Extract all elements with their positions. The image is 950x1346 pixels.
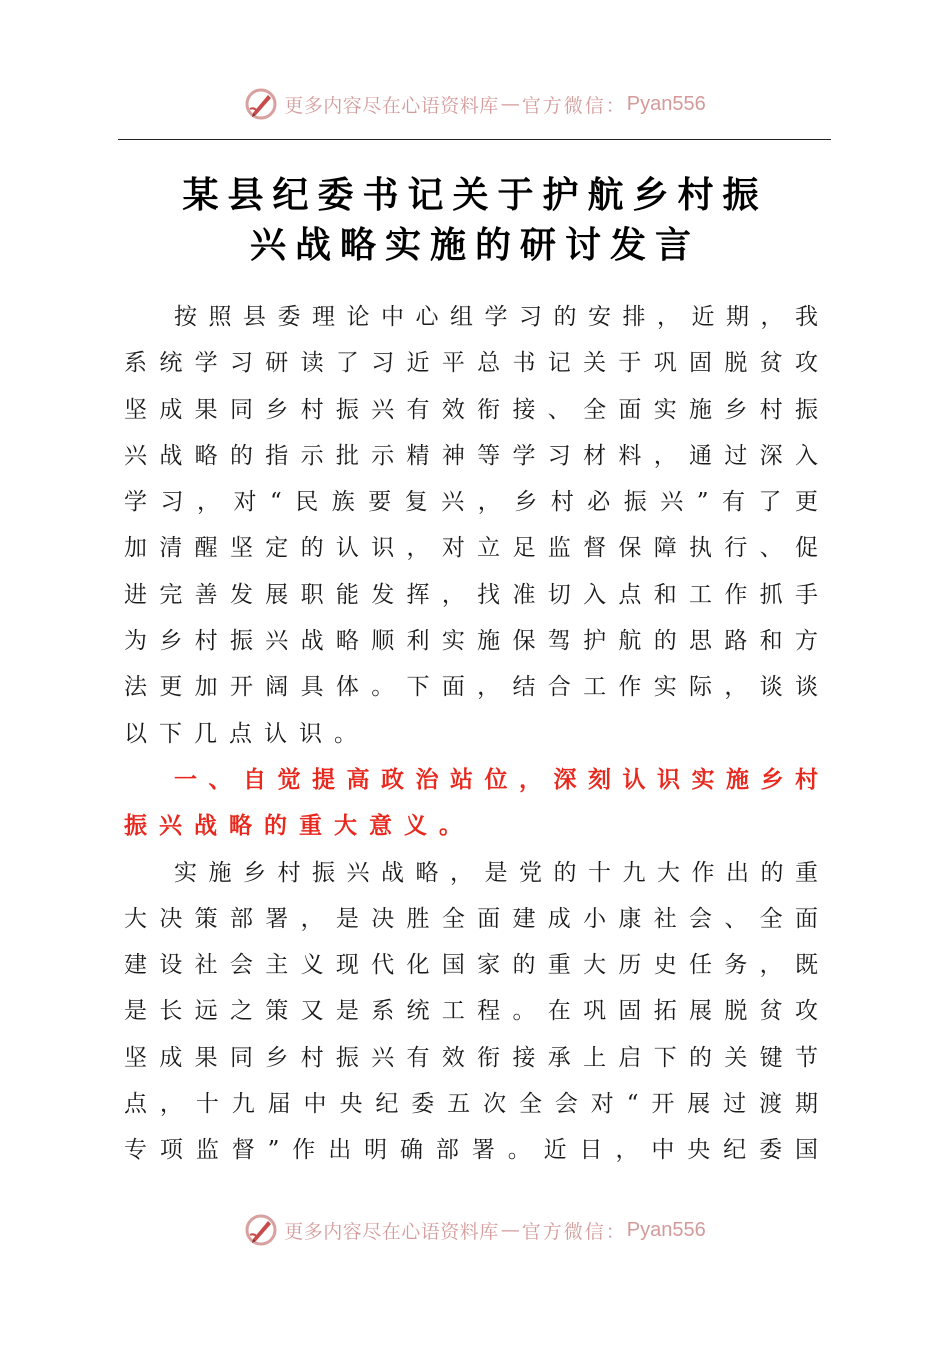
- section-heading-1: [124, 757, 818, 850]
- paragraph-2: [124, 850, 818, 1174]
- text-line: 法更加开阔具体。下面，结合工作实际，谈谈: [124, 674, 818, 701]
- banner-dash: —: [500, 1219, 520, 1241]
- pen-circle-logo-icon: [244, 1213, 278, 1247]
- text-line: 坚成果同乡村振兴有效衔接承上启下的关键节: [124, 1044, 818, 1071]
- text-line: 按照县委理论中心组学习的安排，近期，我: [174, 304, 818, 330]
- text-line: 系统学习研读了习近平总书记关于巩固脱贫攻: [124, 350, 818, 377]
- text-line: 兴战略的指示批示精神等学习材料，通过深入: [124, 442, 818, 469]
- paragraph-1: [124, 294, 818, 757]
- text-line: 坚成果同乡村振兴有效衔接、全面实施乡村振: [124, 396, 818, 423]
- document-body: [124, 294, 818, 1174]
- header-divider: [118, 139, 831, 140]
- banner-site-text: 更多内容尽在心语资料库: [284, 94, 499, 117]
- banner-wechat-label: 官方微信：: [521, 1220, 627, 1243]
- heading-line: 一、自觉提高政治站位，深刻认识实施乡村: [174, 765, 818, 793]
- text-line: 学习，对“民族要复兴，乡村必振兴”有了更: [124, 489, 818, 516]
- banner-wechat-id: Pyan556: [626, 92, 706, 115]
- document-title: [110, 170, 840, 270]
- text-line: 建设社会主义现代化国家的重大历史任务，既: [124, 952, 818, 979]
- text-line: 是长远之策又是系统工程。在巩固拓展脱贫攻: [124, 998, 818, 1025]
- text-line: 点，十九届中央纪委五次全会对“开展过渡期: [124, 1091, 818, 1118]
- text-line: 实施乡村振兴战略，是党的十九大作出的重: [174, 859, 818, 886]
- heading-line: 振兴战略的重大意义。: [124, 812, 474, 840]
- footer-banner: [0, 1210, 950, 1250]
- text-line: 大决策部署，是决胜全面建成小康社会、全面: [124, 905, 818, 932]
- title-line-2: 兴战略实施的研讨发言: [249, 224, 700, 266]
- title-line-1: 某县纪委书记关于护航乡村振: [182, 174, 768, 216]
- banner-dash: —: [500, 93, 520, 115]
- text-line: 加清醒坚定的认识，对立足监督保障执行、促: [124, 535, 818, 562]
- text-line: 以下几点认识。: [124, 720, 369, 747]
- text-line: 专项监督”作出明确部署。近日，中央纪委国: [124, 1137, 818, 1164]
- banner-wechat-id: Pyan556: [626, 1218, 706, 1241]
- banner-site-text: 更多内容尽在心语资料库: [284, 1220, 499, 1243]
- header-banner: [0, 84, 950, 124]
- banner-wechat-label: 官方微信：: [521, 94, 627, 117]
- text-line: 为乡村振兴战略顺利实施保驾护航的思路和方: [124, 628, 818, 655]
- text-line: 进完善发展职能发挥，找准切入点和工作抓手: [124, 581, 818, 608]
- pen-circle-logo-icon: [244, 87, 278, 121]
